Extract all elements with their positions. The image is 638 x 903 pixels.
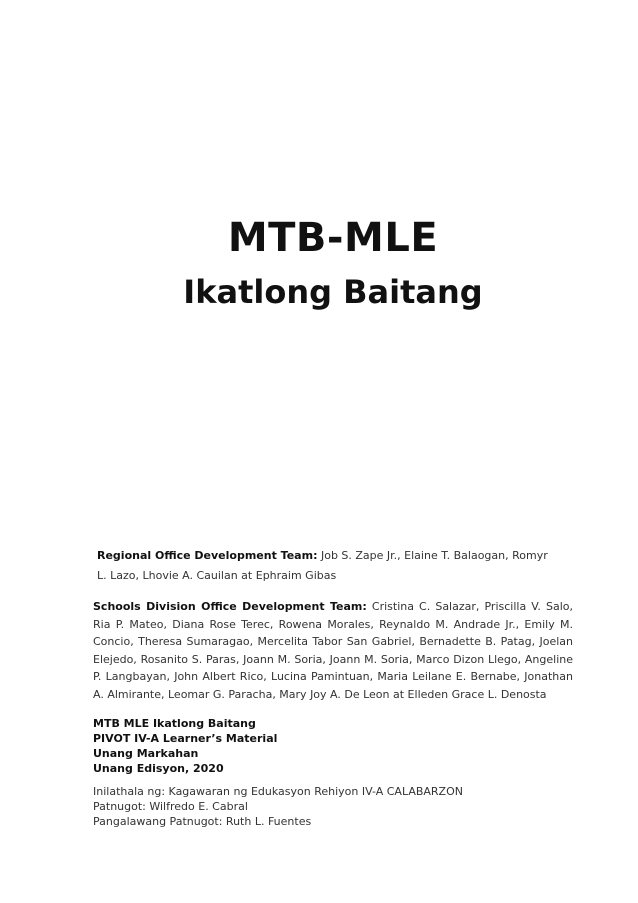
cover-subtitle: Ikatlong Baitang <box>183 273 483 311</box>
regional-team-credits <box>97 546 557 586</box>
publication-info <box>93 784 463 829</box>
editor-line: Patnugot: Wilfredo E. Cabral <box>93 800 248 813</box>
cover-title: MTB-MLE <box>227 215 439 261</box>
material-quarter: Unang Markahan <box>93 747 199 760</box>
publisher-line: Inilathala ng: Kagawaran ng Edukasyon Rehiyon IV-A CALABARZON <box>93 785 463 798</box>
schools-team-label: Schools Division Office Development Team: <box>93 600 367 613</box>
material-info <box>93 716 277 776</box>
assistant-editor-line: Pangalawang Patnugot: Ruth L. Fuentes <box>93 815 312 828</box>
material-edition: Unang Edisyon, 2020 <box>93 762 224 775</box>
material-series: PIVOT IV-A Learner’s Material <box>93 732 278 745</box>
regional-team-names: Job S. Zape Jr., Elaine T. Balaogan, Romyr L. Lazo, Lhovie A. Cauilan at Ephraim Gibas <box>97 549 548 582</box>
schools-team-names: Cristina C. Salazar, Priscilla V. Salo, Ria P. Mateo, Diana Rose Terec, Rowena Morales, Reynaldo M. Andrade Jr., Emily M. Concio, Theresa Sumaragao, Mercelita Tabor San Gabriel, Bernadette B. Patag, Joelan Elejedo, Rosanito S. Paras, Joann M. Soria, Joann M. Soria, Marco Dizon Llego, Angeline P. Langbayan, John Albert Rico, Lucina Pamintuan, Maria Leilane E. Bernabe, Jonathan A. Almirante, Leomar G. Paracha, Mary Joy A. De Leon at Elleden Grace L. Denosta <box>93 600 573 701</box>
regional-team-label: Regional Office Development Team: <box>97 549 318 562</box>
material-title: MTB MLE Ikatlong Baitang <box>93 717 256 730</box>
schools-team-credits <box>93 598 573 703</box>
